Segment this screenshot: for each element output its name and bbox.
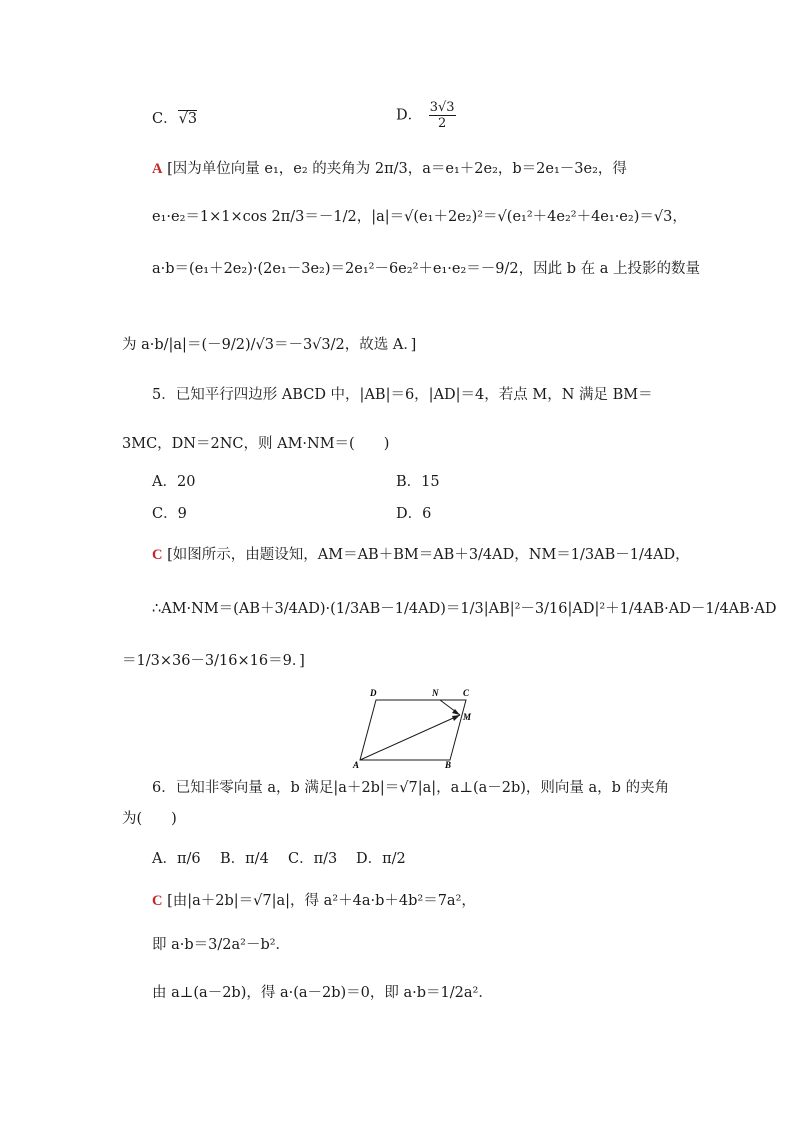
q6-stem-line-2: 为( ) xyxy=(122,811,177,827)
q5-answer-letter: C xyxy=(152,547,163,563)
q5-stem-line-2: 3MC，DN＝2NC，则 AM·NM＝( ) xyxy=(122,436,390,452)
q5-solution-line-1: C [如图所示，由题设知，AM＝AB＋BM＝AB＋3/4AD，NM＝1/3AB－1/4AD， xyxy=(152,547,690,563)
label-d: D xyxy=(370,688,377,698)
q4-option-d: D． $\frac{3√3}{2}$ xyxy=(396,100,455,131)
q6-solution-line-3: 由 a⊥(a－2b)，得 a·(a－2b)＝0，即 a·b＝1/2a²． xyxy=(152,985,493,1001)
q4-option-c-value: √3 xyxy=(178,111,198,127)
q6-option-a: A．π/6 xyxy=(152,851,201,867)
parallelogram-abcd xyxy=(360,700,466,760)
vector-am xyxy=(360,715,460,760)
label-m: M xyxy=(463,712,472,722)
q5-stem-line-1: 5．已知平行四边形 ABCD 中，|AB|＝6，|AD|＝4，若点 M，N 满足 BM＝ xyxy=(152,387,653,403)
q6-stem-line-1: 6．已知非零向量 a，b 满足|a＋2b|＝√7|a|，a⊥(a－2b)，则向量 a，b 的夹角 xyxy=(152,780,670,796)
q5-option-d: D．6 xyxy=(396,506,432,522)
q4-answer-letter: A xyxy=(152,161,163,177)
label-c: C xyxy=(463,688,470,698)
q6-option-c: C．π/3 xyxy=(288,851,338,867)
q4-solution-line-3: a·b＝(e₁＋2e₂)·(2e₁－3e₂)＝2e₁²－6e₂²＋e₁·e₂＝－9/2，因此 b 在 a 上投影的数量 xyxy=(152,261,700,277)
q4-option-d-fraction: $\frac{3√3}{2}$ xyxy=(429,100,455,131)
q5-parallelogram-figure xyxy=(348,686,478,770)
q4-option-c: C．√3 xyxy=(152,111,198,127)
q6-solution-line-1: C [由|a＋2b|＝√7|a|，得 a²＋4a·b＋4b²＝7a²， xyxy=(152,893,476,909)
q6-option-d: D．π/2 xyxy=(356,851,406,867)
label-n: N xyxy=(432,688,439,698)
label-b: B xyxy=(445,760,452,770)
q5-option-c: C．9 xyxy=(152,506,187,522)
q6-option-b: B．π/4 xyxy=(220,851,269,867)
q5-solution-line-3: ＝1/3×36－3/16×16＝9．] xyxy=(122,653,305,669)
q5-solution-line-2: ∴AM·NM＝(AB＋3/4AD)·(1/3AB－1/4AD)＝1/3|AB|²－3/16|AD|²＋1/4AB·AD－1/4AB·AD xyxy=(152,601,777,617)
arrowhead-am xyxy=(452,715,460,721)
q5-option-b: B．15 xyxy=(396,474,440,490)
q6-answer-letter: C xyxy=(152,893,163,909)
q5-option-a: A．20 xyxy=(152,474,196,490)
q4-solution-line-4: 为 a·b/|a|＝(－9/2)/√3＝－3√3/2，故选 A．] xyxy=(122,337,417,353)
q6-solution-line-2: 即 a·b＝3/2a²－b²． xyxy=(152,937,291,953)
label-a: A xyxy=(353,760,360,770)
q4-solution-line-2: e₁·e₂＝1×1×cos 2π/3＝－1/2，|a|＝√(e₁＋2e₂)²＝√(e₁²＋4e₂²＋4e₁·e₂)＝√3， xyxy=(152,209,687,225)
q4-solution-line-1: A [因为单位向量 e₁，e₂ 的夹角为 2π/3，a＝e₁＋2e₂，b＝2e₁－3e₂，得 xyxy=(152,161,627,177)
